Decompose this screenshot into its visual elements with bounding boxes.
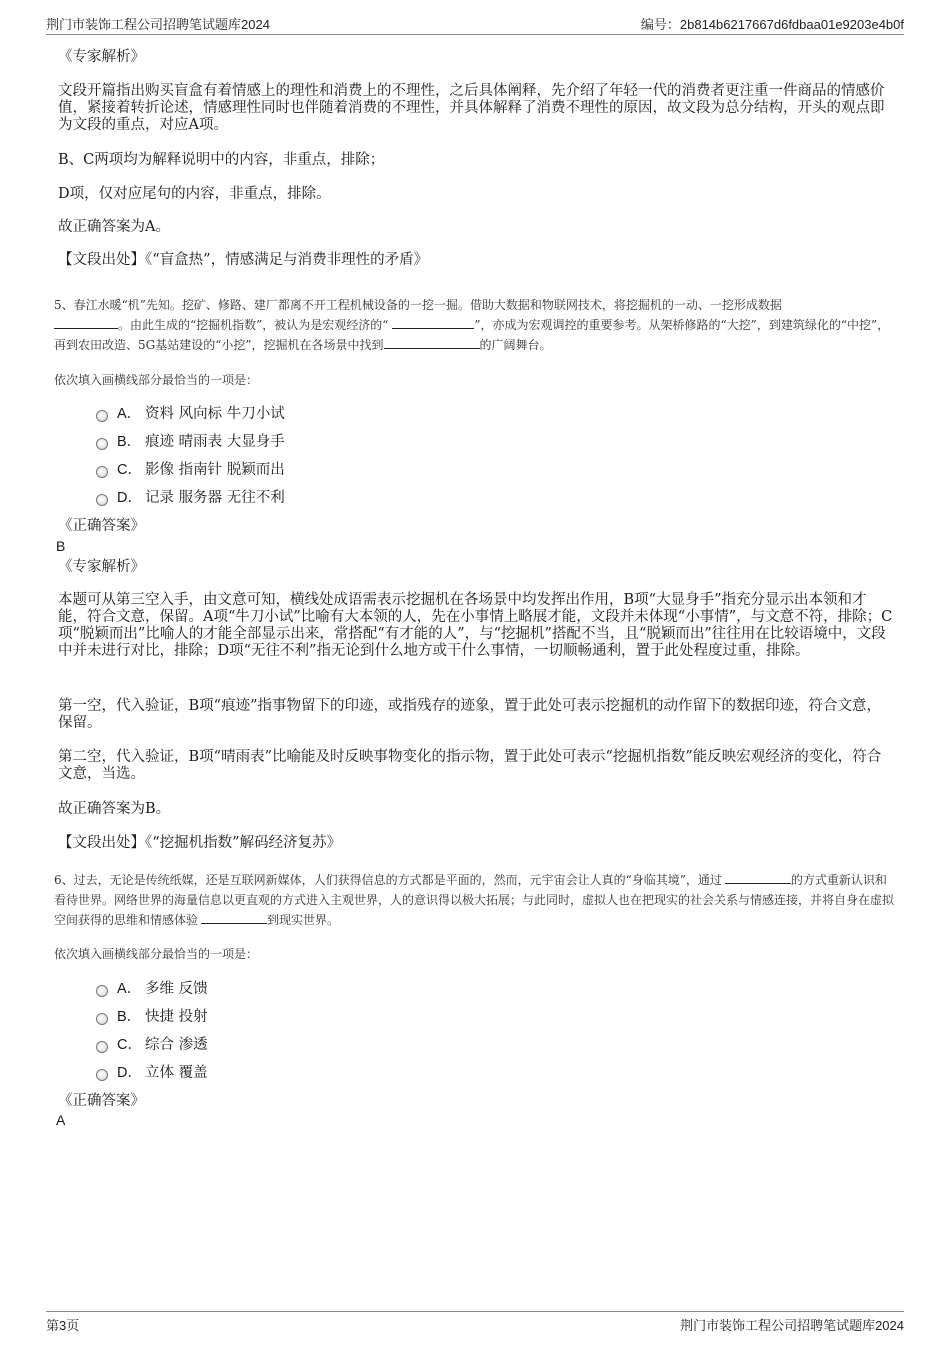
q5-stem-part4: 的广阔舞台。 bbox=[479, 338, 552, 352]
q6-blank-2 bbox=[201, 910, 267, 924]
option-letter: A． bbox=[117, 406, 142, 422]
q6-stem-part2: 的方式重新认识和看待世界。网络世界的海量信息以更直观的方式进入主观世界，人的意识得以极大拓展；与此同时，虚拟人也在把现实的社会关系与情感连接，并将自身在虚拟空间获得的思维和情感体验 bbox=[54, 873, 895, 927]
q5-analysis-3: 第二空，代入验证，B项“晴雨表”比喻能及时反映事物变化的指示物，置于此处可表示“挖掘机指数”能反映宏观经济的变化，符合文意，当选。 bbox=[58, 749, 882, 782]
q5-conclusion: 故正确答案为B。 bbox=[58, 801, 171, 817]
radio-icon[interactable] bbox=[96, 985, 108, 997]
option-text: 综合 渗透 bbox=[145, 1037, 208, 1053]
option-text: 立体 覆盖 bbox=[145, 1065, 208, 1081]
q5-option-a[interactable] bbox=[96, 405, 285, 423]
q5-answer: B bbox=[56, 538, 66, 554]
q5-blank-3 bbox=[384, 335, 480, 349]
q6-stem-part3: 到现实世界。 bbox=[267, 913, 340, 927]
q6-option-d[interactable] bbox=[96, 1064, 208, 1082]
q5-expert-label: 《专家解析》 bbox=[58, 559, 145, 575]
header-doc-id: 编号：2b814b6217667d6fdbaa01e9203e4b0f bbox=[640, 17, 904, 32]
q6-option-c[interactable] bbox=[96, 1036, 208, 1054]
radio-icon[interactable] bbox=[96, 438, 108, 450]
radio-icon[interactable] bbox=[96, 410, 108, 422]
option-letter: C． bbox=[117, 1037, 142, 1053]
option-text: 影像 指南针 脱颖而出 bbox=[145, 462, 285, 478]
q5-analysis-1: 本题可从第三空入手，由文意可知，横线处成语需表示挖掘机在各场景中均发挥出作用，B项“大显身手”指充分显示出本领和才能，符合文意，保留。A项“牛刀小试”比喻有大本领的人，先在小事情上略展才能，文段并未体现“小事情”，与文意不符，排除；C项“脱颖而出”比喻人的才能全部显示出来，常搭配“有才能的人”，与“挖掘机”搭配不当，且“脱颖而出”往往用在比较语境中，文段中并未进行对比，排除；D项“无往不利”指无论到什么地方或干什么事情，一切顺畅通利，置于此处程度过重，排除。 bbox=[58, 592, 893, 659]
radio-icon[interactable] bbox=[96, 1069, 108, 1081]
q4-analysis: 文段开篇指出购买盲盒有着情感上的理性和消费上的不理性，之后具体阐释，先介绍了年轻一代的消费者更注重一件商品的情感价值，紧接着转折论述，情感理性同时也伴随着消费的不理性，并具体解释了消费不理性的原因，故文段为总分结构，开头的观点即为文段的重点，对应A项。 bbox=[58, 83, 885, 133]
q5-answer-label: 《正确答案》 bbox=[58, 518, 145, 534]
page-footer bbox=[46, 1311, 904, 1334]
q5-stem-part3: ”，亦成为宏观调控的重要参考。从架桥修路的“大挖”，到建筑绿化的“中挖”，再到农田改造、5G基站建设的“小挖”，挖掘机在各场景中找到 bbox=[54, 318, 890, 352]
option-text: 记录 服务器 无往不利 bbox=[145, 490, 285, 506]
q5-option-b[interactable] bbox=[96, 433, 285, 451]
option-text: 多维 反馈 bbox=[145, 981, 208, 997]
q5-analysis-2: 第一空，代入验证，B项“痕迹”指事物留下的印迹，或指残存的迹象，置于此处可表示挖掘机的动作留下的数据印迹，符合文意，保留。 bbox=[58, 698, 881, 731]
option-letter: B． bbox=[117, 1009, 142, 1025]
q6-blank-1 bbox=[725, 870, 791, 884]
page-header bbox=[46, 12, 904, 35]
q4-source: 【文段出处】《“盲盒热”，情感满足与消费非理性的矛盾》 bbox=[58, 252, 429, 268]
q5-stem-part1: 5、春江水暖“机”先知。挖矿、修路、建厂都离不开工程机械设备的一挖一掘。借助大数据和物联网技术，将挖掘机的一动、一挖形成数据 bbox=[54, 298, 782, 312]
q6-prompt: 依次填入画横线部分最恰当的一项是： bbox=[54, 947, 259, 961]
q5-stem bbox=[54, 295, 898, 355]
footer-page-number: 第3页 bbox=[46, 1318, 80, 1333]
radio-icon[interactable] bbox=[96, 494, 108, 506]
option-letter: D． bbox=[117, 490, 142, 506]
q5-stem-part2: 。由此生成的“挖掘机指数”，被认为是宏观经济的“ bbox=[118, 318, 389, 332]
radio-icon[interactable] bbox=[96, 1013, 108, 1025]
q6-stem-part1: 6、过去，无论是传统纸媒，还是互联网新媒体，人们获得信息的方式都是平面的，然而，元宇宙会让人真的“身临其境”，通过 bbox=[54, 873, 722, 887]
option-text: 痕迹 晴雨表 大显身手 bbox=[145, 434, 285, 450]
option-letter: A． bbox=[117, 981, 142, 997]
q6-answer-label: 《正确答案》 bbox=[58, 1093, 145, 1109]
q5-blank-2 bbox=[392, 315, 474, 329]
q5-source: 【文段出处】《“挖掘机指数”解码经济复苏》 bbox=[58, 835, 342, 851]
q5-prompt: 依次填入画横线部分最恰当的一项是： bbox=[54, 373, 259, 387]
radio-icon[interactable] bbox=[96, 466, 108, 478]
q4-point-bc: B、C两项均为解释说明中的内容，非重点，排除； bbox=[58, 152, 385, 168]
q4-conclusion: 故正确答案为A。 bbox=[58, 219, 170, 235]
radio-icon[interactable] bbox=[96, 1041, 108, 1053]
q4-point-d: D项，仅对应尾句的内容，非重点，排除。 bbox=[58, 186, 331, 202]
header-doc-title: 荆门市装饰工程公司招聘笔试题库2024 bbox=[46, 17, 270, 32]
q5-blank-1 bbox=[54, 315, 118, 329]
q5-option-c[interactable] bbox=[96, 461, 285, 479]
q4-expert-label: 《专家解析》 bbox=[58, 49, 145, 65]
q6-answer: A bbox=[56, 1112, 66, 1128]
option-text: 快捷 投射 bbox=[145, 1009, 208, 1025]
option-letter: D． bbox=[117, 1065, 142, 1081]
option-letter: B． bbox=[117, 434, 142, 450]
option-text: 资料 风向标 牛刀小试 bbox=[145, 406, 285, 422]
option-letter: C． bbox=[117, 462, 142, 478]
q6-stem bbox=[54, 870, 898, 930]
q6-option-b[interactable] bbox=[96, 1008, 208, 1026]
q6-option-a[interactable] bbox=[96, 980, 208, 998]
q5-option-d[interactable] bbox=[96, 489, 285, 507]
footer-doc-title: 荆门市装饰工程公司招聘笔试题库2024 bbox=[680, 1318, 904, 1333]
